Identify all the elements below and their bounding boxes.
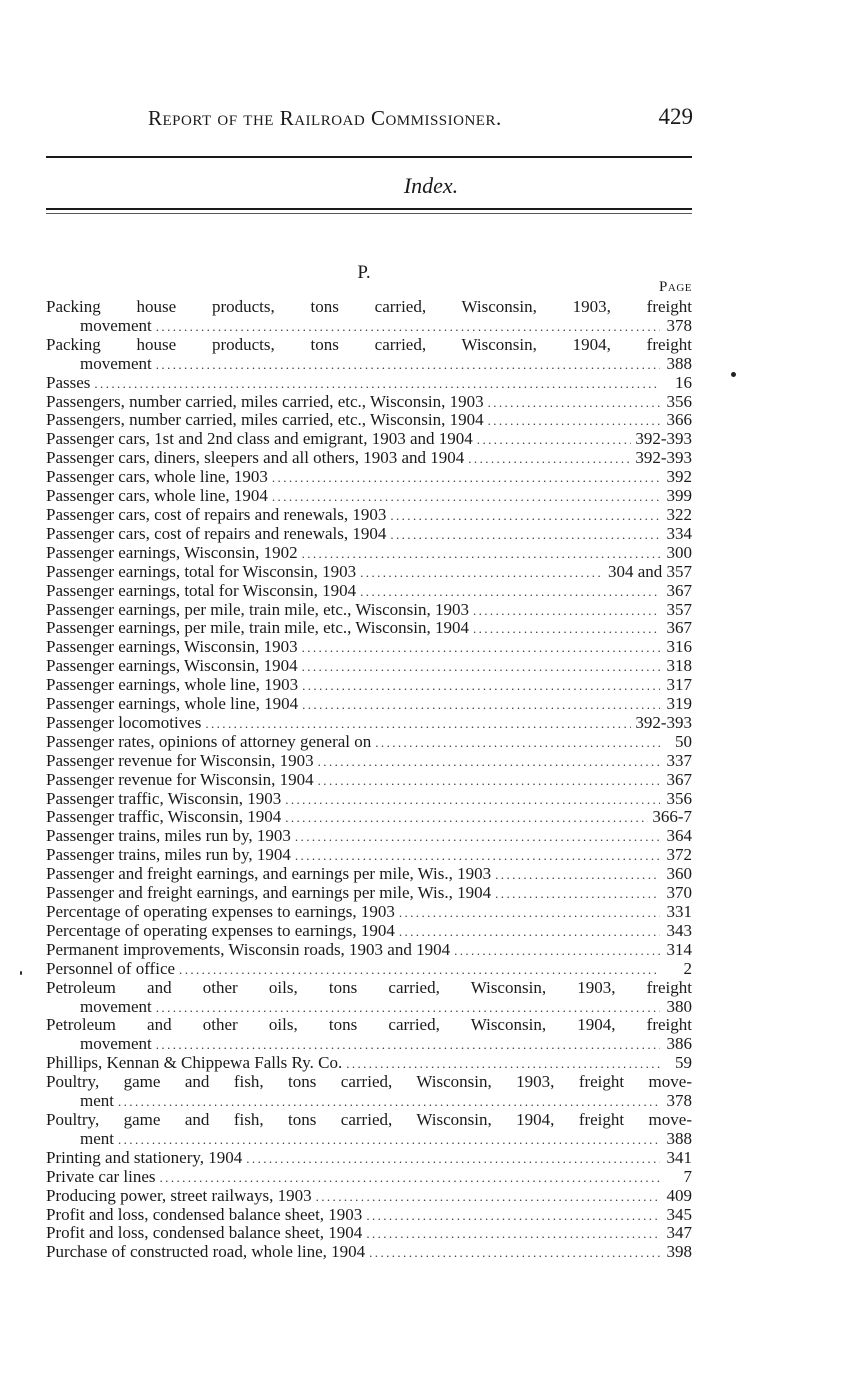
index-entry xyxy=(46,1073,692,1092)
dot-leader xyxy=(454,942,660,961)
index-entry xyxy=(46,752,692,771)
index-entry xyxy=(46,336,692,355)
index-entry xyxy=(46,1016,692,1035)
dot-leader xyxy=(495,885,660,904)
dot-leader xyxy=(318,753,660,772)
index-entry xyxy=(46,506,692,525)
dot-leader xyxy=(366,1225,660,1244)
index-entry xyxy=(46,544,692,563)
index-entry-text: Passengers, number carried, miles carried, etc., Wisconsin, 1904 xyxy=(46,410,484,430)
dot-leader xyxy=(366,1207,660,1226)
bottom-rule-thin xyxy=(46,213,692,214)
dot-leader xyxy=(179,961,660,980)
index-entry xyxy=(46,1224,692,1243)
index-entry-continuation xyxy=(46,1092,692,1111)
index-entry xyxy=(46,1149,692,1168)
index-entry-text: Passenger and freight earnings, and earnings per mile, Wis., 1903 xyxy=(46,864,492,884)
dot-leader xyxy=(94,375,660,394)
dot-leader xyxy=(488,394,660,413)
index-entry-page: 388 xyxy=(666,1128,692,1148)
dot-leader xyxy=(160,1169,660,1188)
index-entry-page: 319 xyxy=(666,694,692,714)
dot-leader xyxy=(390,507,660,526)
index-entry-text: Passenger locomotives xyxy=(46,712,202,732)
index-entry-page: 345 xyxy=(666,1204,692,1224)
index-entry-page: 314 xyxy=(666,939,692,959)
running-title: Report of the Railroad Commissioner. xyxy=(148,106,502,130)
index-entry xyxy=(46,1243,692,1262)
index-entry xyxy=(46,808,692,827)
index-entry-page: 360 xyxy=(666,864,692,884)
index-entry-continuation-text: ment xyxy=(80,1091,114,1111)
index-entry-page: 370 xyxy=(666,883,692,903)
index-entry-page: 392-393 xyxy=(635,448,692,468)
dot-leader xyxy=(473,602,660,621)
dot-leader xyxy=(399,904,660,923)
index-entry-text: Permanent improvements, Wisconsin roads, 1903 and 1904 xyxy=(46,939,451,959)
index-entry-continuation xyxy=(46,998,692,1017)
index-entry-text: Private car lines xyxy=(46,1166,156,1186)
dot-leader xyxy=(118,1131,660,1150)
dot-leader xyxy=(399,923,660,942)
index-entry-text: Petroleum and other oils, tons carried, Wisconsin, 1903, freight xyxy=(46,977,692,997)
index-entry-text: Passenger earnings, whole line, 1903 xyxy=(46,675,299,695)
index-entry-page: 322 xyxy=(666,504,692,524)
dot-leader xyxy=(285,791,660,810)
index-entry-text: Passenger cars, 1st and 2nd class and emigrant, 1903 and 1904 xyxy=(46,429,473,449)
index-entry xyxy=(46,430,692,449)
index-entry xyxy=(46,979,692,998)
index-entry xyxy=(46,525,692,544)
index-entry xyxy=(46,790,692,809)
index-entry-text: Passenger cars, cost of repairs and renewals, 1903 xyxy=(46,504,387,524)
index-entry-text: Purchase of constructed road, whole line, 1904 xyxy=(46,1242,366,1262)
dot-leader xyxy=(390,526,660,545)
index-entry-page: 343 xyxy=(666,920,692,940)
index-entry xyxy=(46,468,692,487)
index-entry-page: 331 xyxy=(666,902,692,921)
dot-leader xyxy=(375,734,660,753)
index-entry xyxy=(46,563,692,582)
dot-leader xyxy=(285,809,648,828)
index-entry-page: 409 xyxy=(666,1185,692,1205)
dot-leader xyxy=(318,772,660,791)
print-speck xyxy=(20,971,22,975)
dot-leader xyxy=(272,469,660,488)
index-entry-page: 2 xyxy=(683,958,692,978)
dot-leader xyxy=(156,318,660,337)
index-entry-continuation xyxy=(46,317,692,336)
running-head xyxy=(148,106,693,140)
dot-leader xyxy=(302,658,660,677)
index-entry-text: Phillips, Kennan & Chippewa Falls Ry. Co. xyxy=(46,1053,343,1073)
index-entry-text: Percentage of operating expenses to earnings, 1903 xyxy=(46,902,395,921)
index-entry-page: 357 xyxy=(666,599,692,619)
index-entry xyxy=(46,374,692,393)
index-entry-text: Producing power, street railways, 1903 xyxy=(46,1185,312,1205)
index-entry-page: 304 and 357 xyxy=(607,561,692,581)
index-entry-page: 337 xyxy=(666,750,692,770)
index-entry-continuation xyxy=(46,1130,692,1149)
index-entry-text: Packing house products, tons carried, Wisconsin, 1904, freight xyxy=(46,334,692,354)
index-entry-page: 318 xyxy=(666,656,692,676)
index-entry xyxy=(46,393,692,412)
index-entry-text: Passenger earnings, Wisconsin, 1902 xyxy=(46,542,298,562)
index-entry-continuation-text: movement xyxy=(80,315,152,335)
page-column-label: Page xyxy=(659,279,692,295)
index-entry-page: 356 xyxy=(666,788,692,808)
index-entry-text: Passenger revenue for Wisconsin, 1904 xyxy=(46,769,314,789)
index-entry-text: Passenger cars, cost of repairs and renewals, 1904 xyxy=(46,523,387,543)
dot-leader xyxy=(360,583,660,602)
dot-leader xyxy=(302,545,660,564)
index-entry-page: 378 xyxy=(666,315,692,335)
index-entry-page: 364 xyxy=(666,826,692,846)
dot-leader xyxy=(302,677,660,696)
index-entry-text: Passenger cars, whole line, 1903 xyxy=(46,467,268,487)
index-entry-text: Passenger revenue for Wisconsin, 1903 xyxy=(46,750,314,770)
index-entry-page: 334 xyxy=(666,523,692,543)
index-entry-page: 356 xyxy=(666,391,692,411)
index-entry-page: 399 xyxy=(666,486,692,506)
dot-leader xyxy=(477,431,632,450)
index-entry-continuation xyxy=(46,1035,692,1054)
index-entry-page: 366-7 xyxy=(652,807,692,827)
index-entry-text: Personnel of office xyxy=(46,958,176,978)
index-entry-text: Passenger earnings, whole line, 1904 xyxy=(46,694,299,714)
index-entry-page: 386 xyxy=(666,1034,692,1054)
index-entry-page: 316 xyxy=(666,637,692,657)
index-entry-text: Passenger cars, diners, sleepers and all others, 1903 and 1904 xyxy=(46,448,465,468)
index-entry xyxy=(46,676,692,695)
index-entry xyxy=(46,638,692,657)
page-number: 429 xyxy=(658,104,693,129)
index-entry xyxy=(46,1206,692,1225)
dot-leader xyxy=(488,412,660,431)
index-entry-text: Profit and loss, condensed balance sheet, 1904 xyxy=(46,1223,363,1243)
letter-heading: P. xyxy=(357,262,371,283)
index-entry-text: Poultry, game and fish, tons carried, Wisconsin, 1904, freight move- xyxy=(46,1109,692,1129)
index-entry xyxy=(46,827,692,846)
index-entry xyxy=(46,884,692,903)
index-entry-page: 367 xyxy=(666,769,692,789)
index-entry-text: Passenger and freight earnings, and earnings per mile, Wis., 1904 xyxy=(46,883,492,903)
index-entry xyxy=(46,619,692,638)
index-entry-text: Profit and loss, condensed balance sheet, 1903 xyxy=(46,1204,363,1224)
index-entry xyxy=(46,1168,692,1187)
index-entry xyxy=(46,1054,692,1073)
index-entry-text: Poultry, game and fish, tons carried, Wisconsin, 1903, freight move- xyxy=(46,1072,692,1092)
index-entry-text: Passenger earnings, total for Wisconsin, 1903 xyxy=(46,561,357,581)
index-entry-page: 16 xyxy=(675,372,692,392)
index-entry-page: 300 xyxy=(666,542,692,562)
index-entry-text: Passenger trains, miles run by, 1904 xyxy=(46,845,291,865)
index-entry-text: Passenger rates, opinions of attorney general on xyxy=(46,731,372,751)
index-entry-text: Passenger trains, miles run by, 1903 xyxy=(46,826,291,846)
index-entry xyxy=(46,487,692,506)
index-entry xyxy=(46,846,692,865)
index-entry-text: Passenger earnings, per mile, train mile, etc., Wisconsin, 1903 xyxy=(46,599,469,619)
index-entry-page: 7 xyxy=(683,1166,692,1186)
index-entry xyxy=(46,411,692,430)
index-entry-text: Passenger earnings, Wisconsin, 1904 xyxy=(46,656,298,676)
index-entry-text: Passengers, number carried, miles carried, etc., Wisconsin, 1903 xyxy=(46,391,484,411)
dot-leader xyxy=(295,828,660,847)
index-entry xyxy=(46,960,692,979)
index-entry xyxy=(46,582,692,601)
index-entry xyxy=(46,449,692,468)
index-entry-page: 50 xyxy=(675,731,692,751)
top-rule xyxy=(46,156,692,158)
index-entry-page: 392-393 xyxy=(635,712,692,732)
index-entry-continuation xyxy=(46,355,692,374)
dot-leader xyxy=(302,696,660,715)
index-entry-page: 378 xyxy=(666,1091,692,1111)
dot-leader xyxy=(495,866,660,885)
index-entry-page: 59 xyxy=(675,1053,692,1073)
index-entry-text: Passenger traffic, Wisconsin, 1904 xyxy=(46,807,282,827)
bottom-rule xyxy=(46,208,692,210)
index-entry-text: Passenger earnings, total for Wisconsin, 1904 xyxy=(46,580,357,600)
index-entry-text: Passenger earnings, per mile, train mile, etc., Wisconsin, 1904 xyxy=(46,618,469,638)
index-entry-page: 347 xyxy=(666,1223,692,1243)
index-entry xyxy=(46,1111,692,1130)
index-entry-continuation-text: ment xyxy=(80,1128,114,1148)
index-entry-continuation-text: movement xyxy=(80,1034,152,1054)
dot-leader xyxy=(468,450,631,469)
index-entry-page: 380 xyxy=(666,996,692,1016)
index-entry xyxy=(46,695,692,714)
dot-leader xyxy=(156,356,660,375)
index-entry-page: 392 xyxy=(666,467,692,487)
section-title: Index. xyxy=(403,173,459,198)
dot-leader xyxy=(369,1244,660,1263)
index-entry-page: 367 xyxy=(666,618,692,638)
index-entry xyxy=(46,601,692,620)
index-entry xyxy=(46,941,692,960)
index-entry xyxy=(46,733,692,752)
index-entry xyxy=(46,714,692,733)
index-entry xyxy=(46,903,692,922)
index-entry-page: 367 xyxy=(666,580,692,600)
index-entry-text: Petroleum and other oils, tons carried, Wisconsin, 1904, freight xyxy=(46,1015,692,1035)
index-entry-page: 392-393 xyxy=(635,429,692,449)
index-entry-page: 317 xyxy=(666,675,692,695)
index-entry-page: 388 xyxy=(666,353,692,373)
index-entry-text: Percentage of operating expenses to earnings, 1904 xyxy=(46,920,395,940)
index-entry-continuation-text: movement xyxy=(80,996,152,1016)
index-entry-continuation-text: movement xyxy=(80,353,152,373)
index-entry xyxy=(46,922,692,941)
dot-leader xyxy=(473,620,660,639)
index-entry xyxy=(46,865,692,884)
dot-leader xyxy=(360,564,604,583)
index-entry xyxy=(46,1187,692,1206)
dot-leader xyxy=(246,1150,660,1169)
index-entry-text: Passes xyxy=(46,372,91,392)
index-entry-text: Passenger traffic, Wisconsin, 1903 xyxy=(46,788,282,808)
index-entry-text: Printing and stationery, 1904 xyxy=(46,1147,243,1167)
index-entry-page: 366 xyxy=(666,410,692,430)
index-entry-page: 398 xyxy=(666,1242,692,1262)
index-entry-page: 341 xyxy=(666,1147,692,1167)
index-entry xyxy=(46,657,692,676)
dot-leader xyxy=(316,1188,660,1207)
index-entry xyxy=(46,298,692,317)
index-entry xyxy=(46,771,692,790)
index-entries xyxy=(46,298,692,1262)
dot-leader xyxy=(302,639,660,658)
index-entry-text: Passenger earnings, Wisconsin, 1903 xyxy=(46,637,298,657)
print-speck xyxy=(731,372,736,377)
index-entry-page: 372 xyxy=(666,845,692,865)
index-entry-text: Passenger cars, whole line, 1904 xyxy=(46,486,268,506)
index-entry-text: Packing house products, tons carried, Wisconsin, 1903, freight xyxy=(46,297,692,316)
